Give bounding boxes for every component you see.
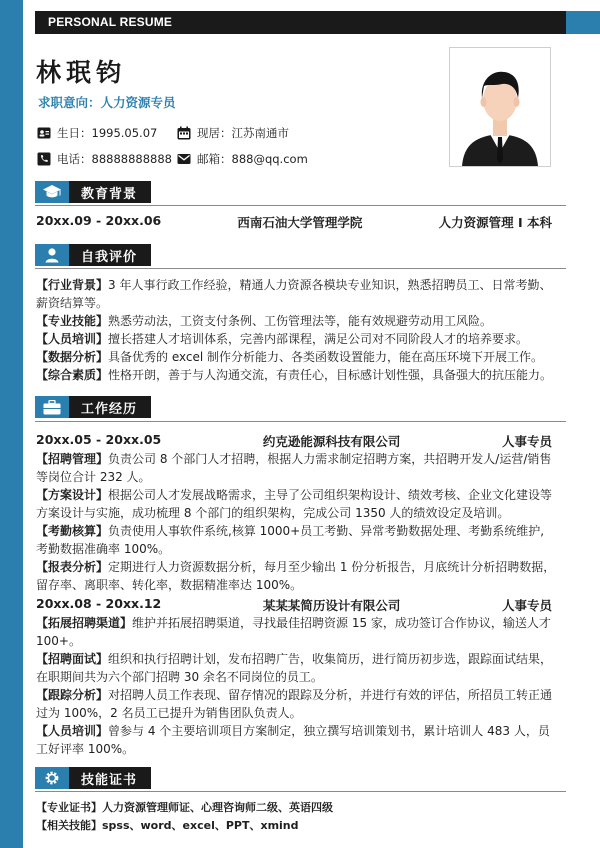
job-role: 人事专员 — [501, 434, 552, 449]
phone-label: 电话： — [57, 152, 92, 166]
job-row — [36, 596, 552, 614]
briefcase-icon — [35, 396, 69, 418]
graduation-cap-icon — [35, 181, 69, 203]
job-company: 某某某简历设计有限公司 — [262, 598, 401, 613]
list-item: 【报表分析】定期进行人力资源数据分析，每月至少输出 1 份分析报告，月底统计分析招聘数据，留存率、离职率、转化率，数据精准率达 100%。 — [36, 560, 556, 592]
work-divider — [35, 421, 566, 422]
education-school: 西南石油大学管理学院 — [237, 215, 363, 230]
job-company: 约克逊能源科技有限公司 — [262, 434, 401, 449]
certificates-label: 【专业证书】 — [36, 801, 102, 814]
education-title: 教育背景 — [69, 181, 151, 203]
list-item: 【招聘面试】组织和执行招聘计划，发布招聘广告，收集简历，进行简历初步选，跟踪面试结果，在职期间共为六个部门招聘 30 余名不同岗位的员工。 — [36, 652, 553, 684]
self-eval-divider — [35, 268, 566, 269]
banner-title: PERSONAL RESUME — [48, 15, 173, 29]
user-icon — [35, 244, 69, 266]
list-item: 【行业背景】3 年人事行政工作经验，精通人力资源各模块专业知识，熟悉招聘员工、日常考勤、薪资结算等。 — [36, 278, 552, 310]
mail-icon — [177, 152, 191, 166]
certificates-value: 人力资源管理师证、心理咨询师二级、英语四级 — [102, 801, 333, 814]
email-info — [177, 151, 308, 167]
location-value: 江苏南通市 — [231, 126, 289, 140]
list-item: 【拓展招聘渠道】维护并拓展招聘渠道，寻找最佳招聘资源 15 家，成功签订合作协议，输送人才 100+。 — [36, 616, 551, 648]
certificates — [36, 799, 333, 815]
id-card-icon — [37, 126, 51, 140]
birth-label: 生日： — [57, 126, 92, 140]
list-item: 【数据分析】具备优秀的 excel 制作分析能力、各类函数设置能力，能在高压环境下开展工作。 — [36, 350, 544, 364]
list-item: 【综合素质】性格开朗，善于与人沟通交流，有责任心，目标感计划性强，具备强大的抗压能力。 — [36, 368, 553, 382]
gear-icon — [35, 767, 69, 789]
education-period: 20xx.09 - 20xx.06 — [36, 213, 162, 228]
work-section-header — [35, 396, 151, 418]
phone-value: 88888888888 — [91, 152, 172, 166]
work-title: 工作经历 — [69, 396, 151, 418]
skills-divider — [35, 791, 566, 792]
job-period: 20xx.05 - 20xx.05 — [36, 432, 162, 447]
list-item: 【考勤核算】负责使用人事软件系统,核算 1000+员工考勤、异常考勤数据处理、考勤系统维护,考勤数据准确率 100%。 — [36, 524, 545, 556]
skills-label: 【相关技能】 — [36, 819, 102, 832]
education-section-header — [35, 181, 151, 203]
phone-icon — [37, 152, 51, 166]
job-duties — [36, 614, 556, 758]
job-duties — [36, 450, 556, 594]
email-label: 邮箱： — [197, 152, 232, 166]
education-divider — [35, 205, 566, 206]
self-eval-section-header — [35, 244, 151, 266]
calendar-icon — [177, 126, 191, 140]
avatar-illustration — [450, 48, 550, 166]
candidate-name: 林珉钧 — [36, 58, 127, 87]
phone-info — [37, 151, 172, 167]
self-eval-title: 自我评价 — [69, 244, 151, 266]
list-item: 【专业技能】熟悉劳动法，工资支付条例、工伤管理法等，能有效规避劳动用工风险。 — [36, 314, 493, 328]
birth-value: 1995.05.07 — [91, 126, 158, 140]
list-item: 【跟踪分析】对招聘人员工作表现、留存情况的跟踪及分析，并进行有效的评估，所招员工转正通过为 100%，2 名员工已提升为销售团队负责人。 — [36, 688, 553, 720]
header-banner-accent — [566, 11, 600, 34]
skills-section-header — [35, 767, 151, 789]
location-info — [177, 125, 289, 141]
list-item: 【方案设计】根据公司人才发展战略需求，主导了公司组织架构设计、绩效考核、企业文化建设等方案设计与实施，成功梳理 8 个部门的组织架构，完成公司 1350 人的绩效设定及培训。 — [36, 488, 553, 520]
email-value: 888@qq.com — [231, 152, 308, 166]
skills-title: 技能证书 — [69, 767, 151, 789]
education-row — [36, 213, 552, 231]
job-period: 20xx.08 - 20xx.12 — [36, 596, 162, 611]
education-major: 人力资源管理 I 本科 — [438, 215, 552, 230]
self-eval-list — [36, 276, 556, 384]
job-objective: 求职意向：人力资源专员 — [38, 95, 176, 110]
list-item: 【招聘管理】负责公司 8 个部门人才招聘，根据人力需求制定招聘方案，共招聘开发人/运营/销售等岗位合计 232 人。 — [36, 452, 552, 484]
left-accent-bar — [0, 0, 23, 848]
job-role: 人事专员 — [501, 598, 552, 613]
skills-value: spss、word、excel、PPT、xmind — [102, 819, 299, 832]
location-label: 现居： — [197, 126, 232, 140]
list-item: 【人员培训】擅长搭建人才培训体系，完善内部课程，满足公司对不同阶段人才的培养要求。 — [36, 332, 529, 346]
list-item: 【人员培训】曾参与 4 个主要培训项目方案制定，独立撰写培训策划书，累计培训人 483 人，员工好评率 100%。 — [36, 724, 550, 756]
job-row — [36, 432, 552, 450]
profile-photo — [449, 47, 551, 167]
birth-info — [37, 125, 157, 141]
related-skills — [36, 817, 299, 833]
